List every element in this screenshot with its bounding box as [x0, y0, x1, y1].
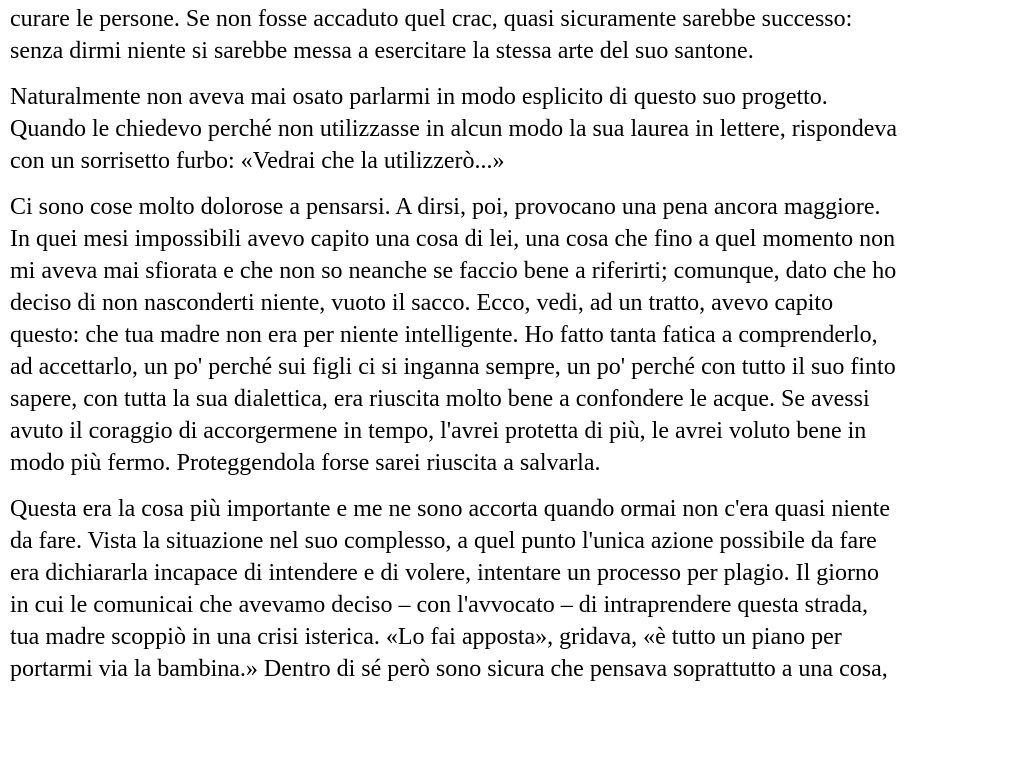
text-line: deciso di non nasconderti niente, vuoto il sacco. Ecco, vedi, ad un tratto, avevo capito	[10, 290, 834, 316]
paragraph-4	[10, 493, 1024, 685]
text-line: questo: che tua madre non era per niente intelligente. Ho fatto tanta fatica a comprenderlo,	[10, 322, 878, 348]
text-line: portarmi via la bambina.» Dentro di sé però sono sicura che pensava soprattutto a una cosa,	[10, 656, 888, 682]
text-line: tua madre scoppiò in una crisi isterica. «Lo fai apposta», gridava, «è tutto un piano per	[10, 624, 842, 650]
paragraph-2	[10, 81, 1024, 177]
text-line: era dichiararla incapace di intendere e di volere, intentare un processo per plagio. Il giorno	[10, 560, 879, 586]
text-line: senza dirmi niente si sarebbe messa a esercitare la stessa arte del suo santone.	[10, 38, 754, 64]
text-line: sapere, con tutta la sua dialettica, era riuscita molto bene a confondere le acque. Se avessi	[10, 386, 870, 412]
text-line: avuto il coraggio di accorgermene in tempo, l'avrei protetta di più, le avrei voluto bene in	[10, 418, 867, 444]
paragraph-1	[10, 3, 1024, 67]
text-line: modo più fermo. Proteggendola forse sarei riuscita a salvarla.	[10, 450, 601, 476]
text-line: Naturalmente non aveva mai osato parlarmi in modo esplicito di questo suo progetto.	[10, 84, 828, 110]
text-line: ad accettarlo, un po' perché sui figli ci si inganna sempre, un po' perché con tutto il suo finto	[10, 354, 896, 380]
text-line: Questa era la cosa più importante e me ne sono accorta quando ormai non c'era quasi niente	[10, 496, 890, 522]
text-line: da fare. Vista la situazione nel suo complesso, a quel punto l'unica azione possibile da fare	[10, 528, 877, 554]
text-line: curare le persone. Se non fosse accaduto quel crac, quasi sicuramente sarebbe successo:	[10, 6, 853, 32]
text-line: Ci sono cose molto dolorose a pensarsi. A dirsi, poi, provocano una pena ancora maggiore.	[10, 194, 881, 220]
paragraph-3	[10, 191, 1024, 479]
text-line: In quei mesi impossibili avevo capito una cosa di lei, una cosa che fino a quel momento non	[10, 226, 896, 252]
text-line: con un sorrisetto furbo: «Vedrai che la utilizzerò...»	[10, 148, 505, 174]
text-line: mi aveva mai sfiorata e che non so neanche se faccio bene a riferirti; comunque, dato che ho	[10, 258, 897, 284]
text-line: Quando le chiedevo perché non utilizzasse in alcun modo la sua laurea in lettere, rispondeva	[10, 116, 898, 142]
text-line: in cui le comunicai che avevamo deciso – con l'avvocato – di intraprendere questa strada,	[10, 592, 868, 618]
